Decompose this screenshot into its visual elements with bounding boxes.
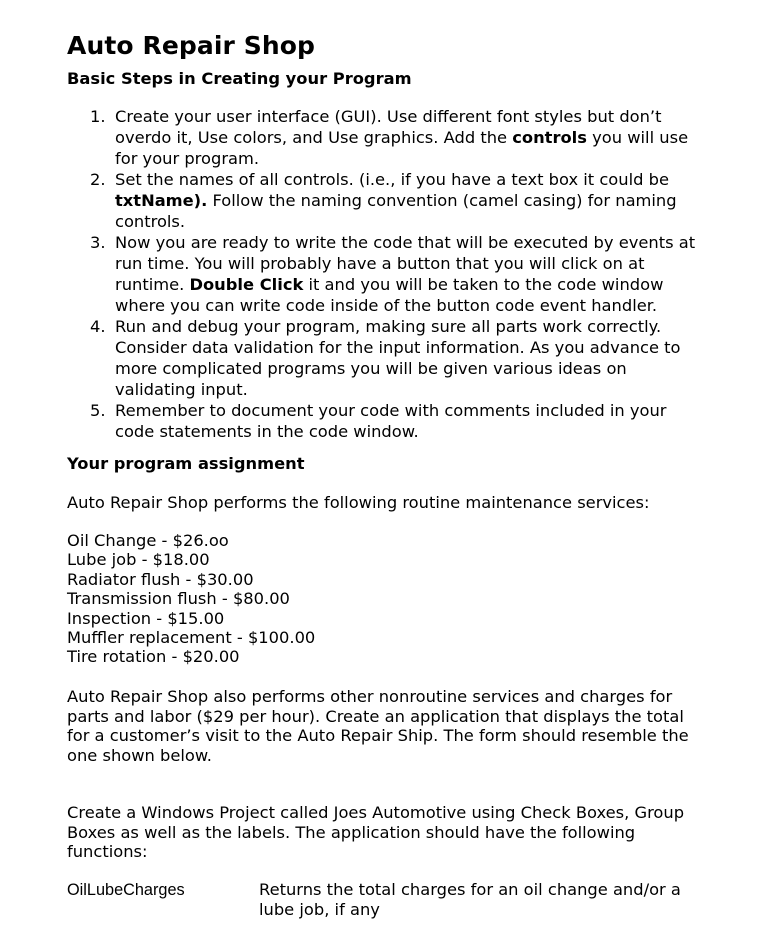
function-description: Returns the total charges for an oil change and/or a lube job, if any (259, 880, 681, 919)
step-number: 3. (90, 233, 106, 252)
step-bold-term: controls (512, 128, 587, 147)
step-number: 4. (90, 317, 106, 336)
step-number: 2. (90, 170, 106, 189)
service-item: Oil Change - $26.oo (67, 531, 229, 550)
step-number: 5. (90, 401, 106, 420)
steps-list (90, 106, 710, 442)
assignment-heading: Your program assignment (67, 454, 305, 473)
step-number: 1. (90, 107, 106, 126)
step-text: Run and debug your program, making sure all parts work correctly. Consider data validation for the input information. As you advance to more complicated programs you will be given various ideas on validating input. (115, 317, 681, 399)
service-item: Radiator flush - $30.00 (67, 569, 254, 589)
step-bold-term: txtName). (115, 191, 208, 210)
document-title: Auto Repair Shop (67, 31, 316, 60)
project-paragraph: Create a Windows Project called Joes Automotive using Check Boxes, Group Boxes as well as the labels. The application should have the following functions: (67, 803, 685, 862)
step-item (90, 400, 710, 442)
step-bold-term: Double Click (189, 275, 304, 294)
service-item: Lube job - $18.00 (67, 550, 210, 570)
step-text: Set the names of all controls. (i.e., if you have a text box it could be txtName). Follow the naming convention (camel casing) for naming controls. (115, 170, 677, 231)
services-intro: Auto Repair Shop performs the following routine maintenance services: (67, 493, 650, 512)
function-name: OilLubeCharges (67, 881, 185, 899)
step-item (90, 316, 710, 400)
step-item (90, 106, 710, 169)
service-item: Muffler replacement - $100.00 (67, 628, 316, 648)
nonroutine-paragraph: Auto Repair Shop also performs other nonroutine services and charges for parts and labor ($29 per hour). Create an application that displays the total for a customer’s visit to the Auto Repair Ship. The form should resemble the one shown below. (67, 687, 689, 765)
step-item (90, 169, 710, 232)
service-item: Tire rotation - $20.00 (67, 647, 240, 667)
service-item: Transmission flush - $80.00 (67, 589, 290, 609)
step-item (90, 232, 710, 316)
steps-heading: Basic Steps in Creating your Program (67, 69, 412, 88)
step-text: Now you are ready to write the code that will be executed by events at run time. You will probably have a button that you will click on at runtime. Double Click it and you will be taken to the code window where you can write code inside of the button code event handler. (115, 233, 696, 315)
services-list (67, 531, 315, 667)
step-text: Create your user interface (GUI). Use different font styles but don’t overdo it, Use colors, and Use graphics. Add the controls you will use for your program. (115, 107, 689, 168)
step-text: Remember to document your code with comments included in your code statements in the code window. (115, 401, 667, 441)
service-item: Inspection - $15.00 (67, 608, 225, 628)
